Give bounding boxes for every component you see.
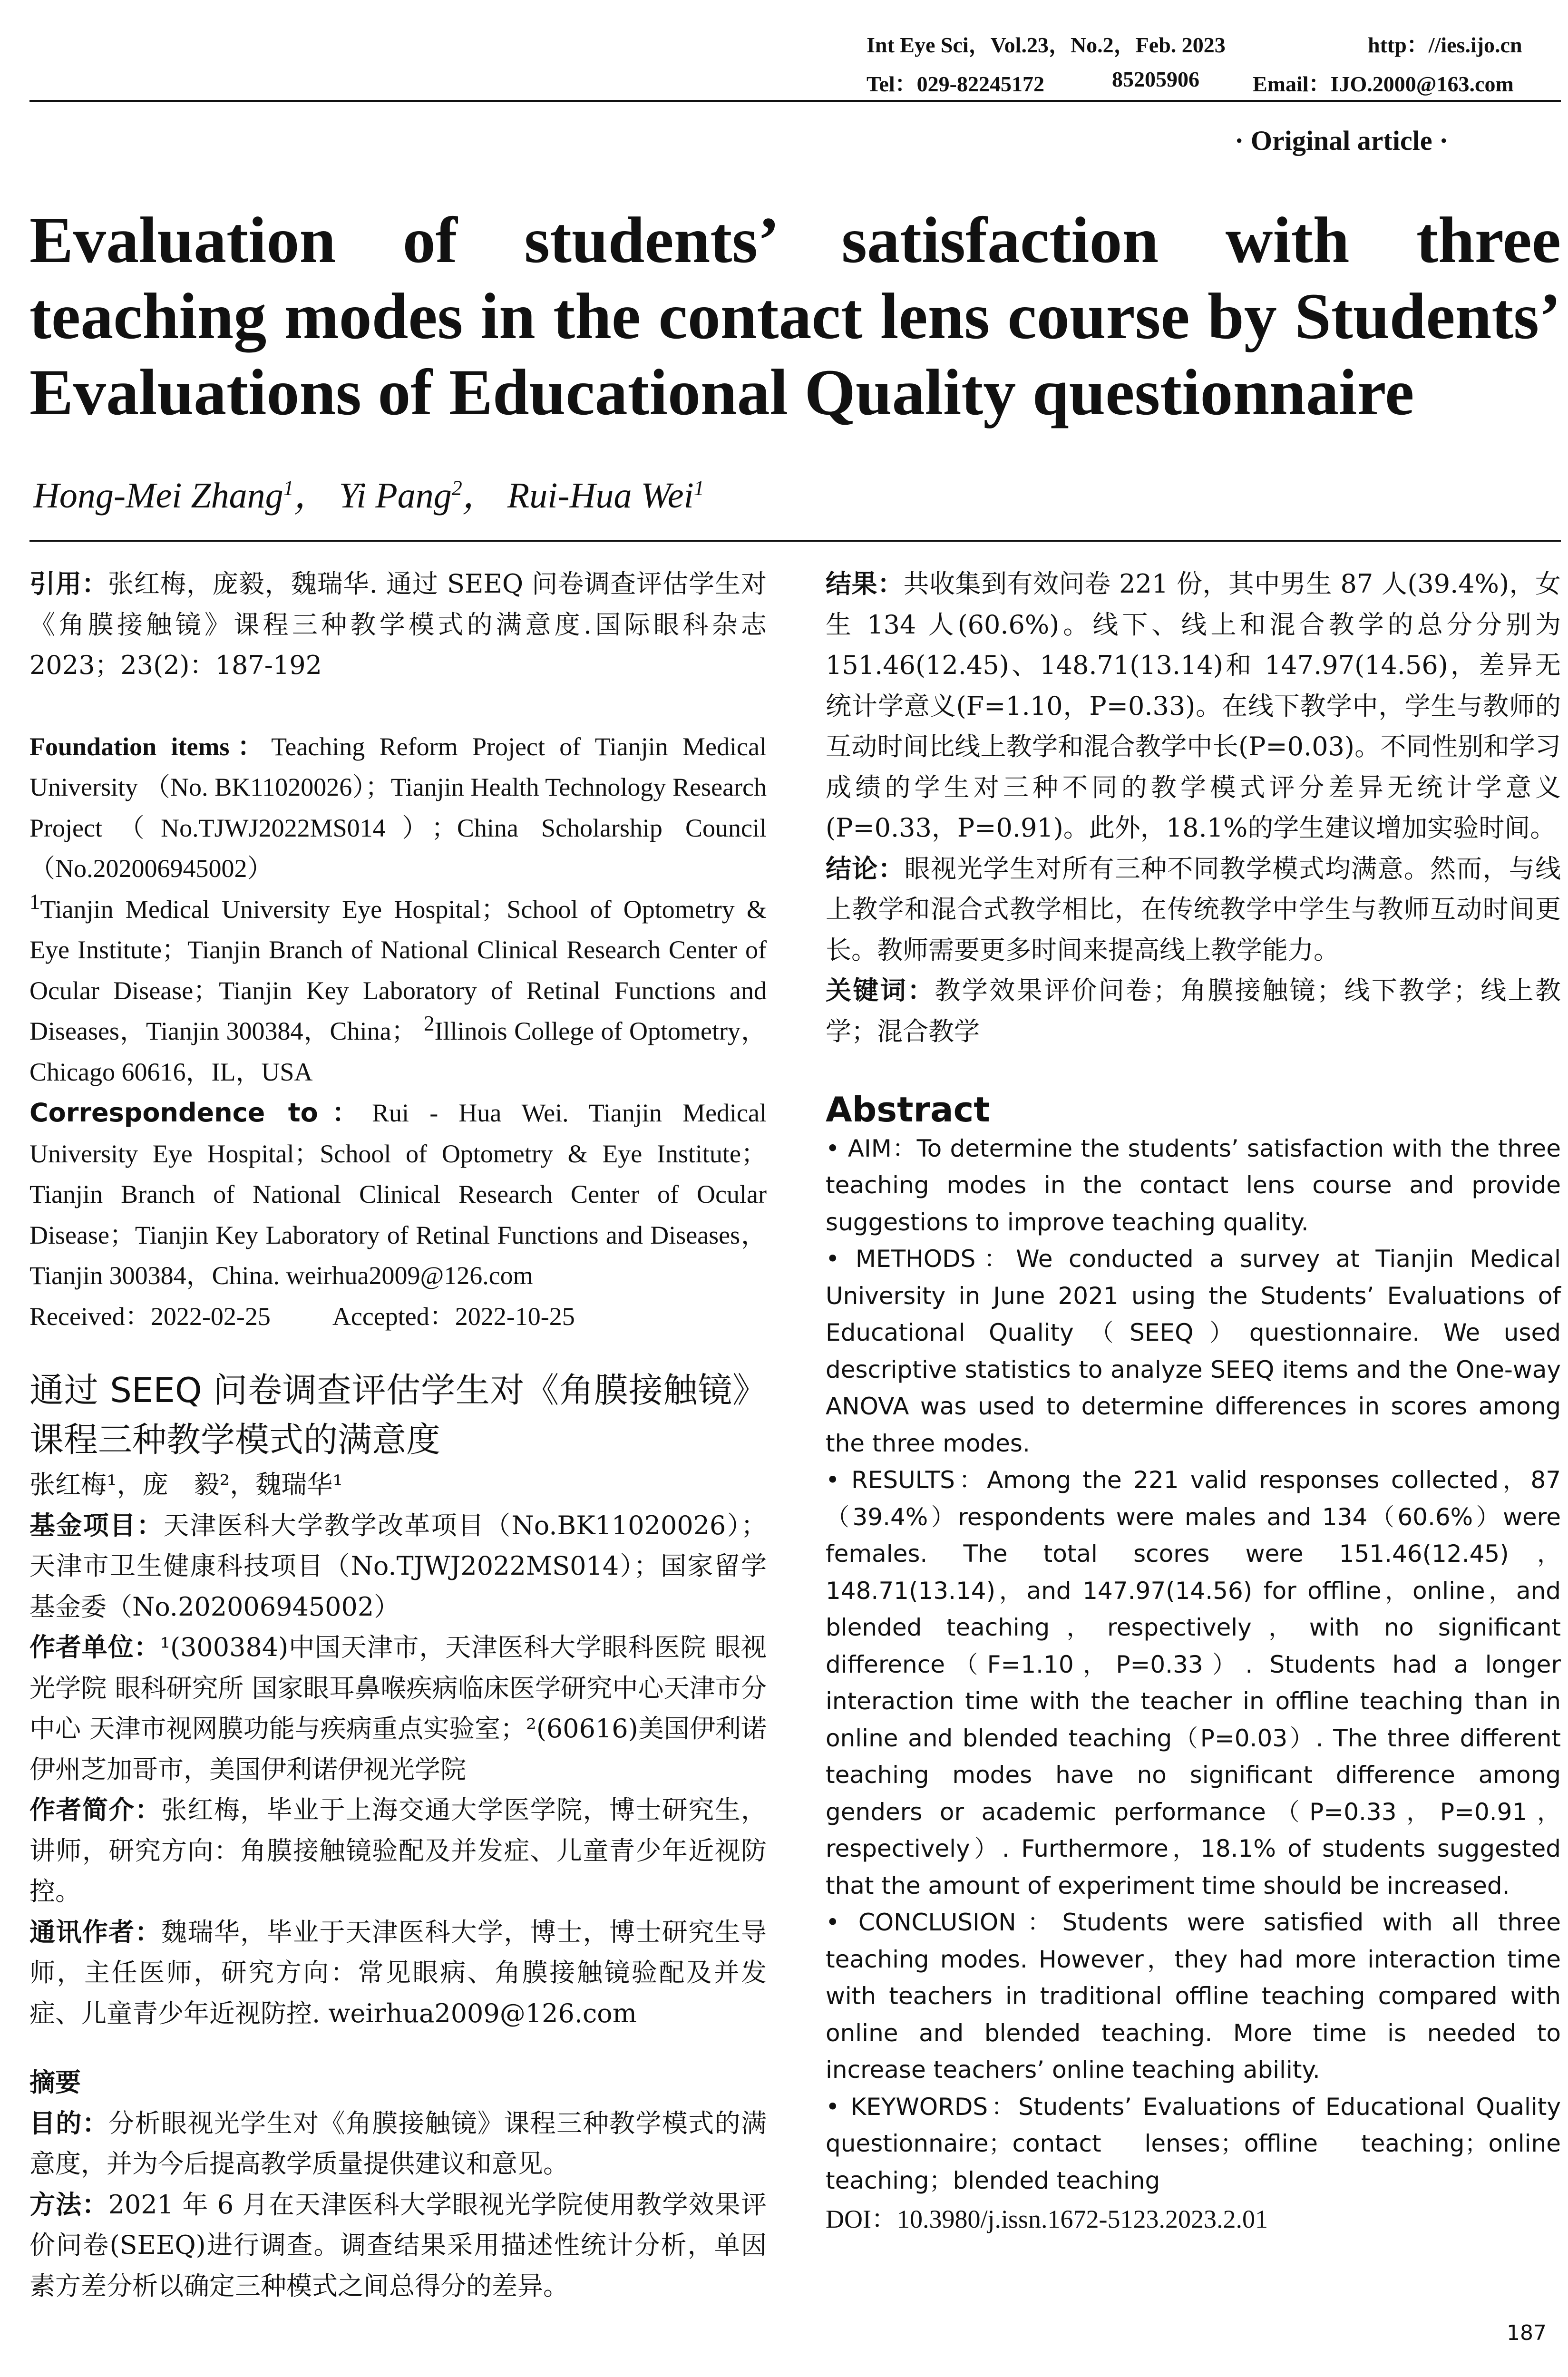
abstract-conclusion: • CONCLUSION：Students were satisfied with all three teaching modes. However，they had more interaction time with teachers in traditional offline teaching compared with online and blended teaching. More time is needed to increase teachers’ online teaching ability. bbox=[826, 1909, 1561, 2084]
author-list bbox=[33, 466, 704, 518]
abstract-methods: • METHODS：We conducted a survey at Tianjin Medical University in June 2021 using the Students’ Evaluations of Educational Quality（SEEQ）questionnaire. We used descriptive statistics to analyze SEEQ items and the One-way ANOVA was used to determine differences in scores among the three modes. bbox=[826, 1245, 1561, 1457]
cn-fund-label: 基金项目： bbox=[29, 1510, 164, 1540]
journal-url[interactable]: http：//ies.ijo.cn bbox=[1368, 33, 1522, 57]
cn-fund-text: 天津医科大学教学改革项目（No.BK11020026）；天津市卫生健康科技项目（No.TJWJ2022MS014）；国家留学基金委（No.202006945002） bbox=[29, 1510, 767, 1622]
article-type: · Original article · bbox=[1235, 125, 1449, 156]
left-column bbox=[29, 564, 767, 2306]
abstract-heading: Abstract bbox=[826, 1090, 990, 1130]
cn-unit bbox=[29, 1627, 767, 1790]
affiliations bbox=[29, 889, 767, 1093]
aff1-text: Tianjin Medical University Eye Hospital；School of Optometry & Eye Institute；Tianjin Branch of National Clinical Research Center of Ocular Disease；Tianjin Key Laboratory of Retinal Functions and Diseases，Tianjin 300384，China； bbox=[29, 895, 767, 1045]
journal-info: Int Eye Sci，Vol.23，No.2，Feb. 2023 bbox=[867, 33, 1226, 57]
cn-result-label: 结果： bbox=[826, 569, 904, 599]
article-title: Evaluation of students’ satisfaction with three teaching modes in the contact lens course by Students’ Evaluations of Educational Quality questionnaire bbox=[29, 204, 1561, 429]
corr-label: Correspondence to： bbox=[29, 1098, 372, 1128]
citation bbox=[29, 564, 767, 686]
cn-abstract-heading: 摘要 bbox=[29, 2067, 81, 2097]
title-rule bbox=[29, 540, 1561, 542]
cn-conclusion-text: 眼视光学生对所有三种不同教学模式均满意。然而，与线上教学和混合式教学相比，在传统教学中学生与教师互动时间更长。教师需要更多时间来提高线上教学能力。 bbox=[826, 853, 1561, 965]
cn-corr bbox=[29, 1912, 767, 2034]
cn-keywords-label: 关键词： bbox=[826, 975, 935, 1005]
cn-method bbox=[29, 2184, 767, 2307]
aff2-text: Illinois College of Optometry，Chicago 60616，IL，USA bbox=[29, 1017, 767, 1086]
aff-sup: 2 bbox=[424, 1012, 435, 1035]
author-name: Rui-Hua Wei bbox=[507, 476, 694, 516]
right-column bbox=[826, 564, 1561, 2240]
foundation bbox=[29, 727, 767, 889]
doi[interactable]: DOI：10.3980/j.issn.1672-5123.2023.2.01 bbox=[826, 2205, 1268, 2233]
cn-keywords-text: 教学效果评价问卷；角膜接触镜；线下教学；线上教学；混合教学 bbox=[826, 975, 1561, 1046]
author-sep: ， bbox=[462, 476, 498, 516]
cn-fund bbox=[29, 1505, 767, 1627]
received-date: Received：2022-02-25 bbox=[29, 1302, 271, 1331]
corr-text: Rui - Hua Wei. Tianjin Medical University Eye Hospital；School of Optometry & Eye Institute；Tianjin Branch of National Clinical Research Center of Ocular Disease；Tianjin Key Laboratory of Retinal Functions and Diseases，Tianjin 300384，China. weirhua2009@126.com bbox=[29, 1099, 767, 1290]
author-aff: 1 bbox=[693, 476, 704, 500]
foundation-text: Teaching Reform Project of Tianjin Medical University （No. BK11020026）；Tianjin Health Technology Research Project（No.TJWJ2022MS014）；China Scholarship Council（No.202006945002） bbox=[29, 732, 767, 883]
aff-sup: 1 bbox=[29, 889, 40, 914]
cn-aim bbox=[29, 2103, 767, 2184]
cn-method-text: 2021 年 6 月在天津医科大学眼视光学院使用教学效果评价问卷(SEEQ)进行调查。调查结果采用描述性统计分析，单因素方差分析以确定三种模式之间总得分的差异。 bbox=[29, 2189, 767, 2301]
cn-keywords bbox=[826, 970, 1561, 1052]
cn-bio-label: 作者简介： bbox=[29, 1795, 162, 1825]
author-sep: ， bbox=[293, 476, 330, 516]
cn-corr-text: 魏瑞华，毕业于天津医科大学，博士，博士研究生导师，主任医师，研究方向：常见眼病、角膜接触镜验配及并发症、儿童青少年近视防控. weirhua2009@126.com bbox=[29, 1917, 767, 2028]
cn-authors: 张红梅¹，庞 毅²，魏瑞华¹ bbox=[29, 1470, 343, 1500]
cn-conclusion bbox=[826, 848, 1561, 971]
journal-tel2: 85205906 bbox=[1112, 67, 1199, 91]
author-name: Hong-Mei Zhang bbox=[33, 476, 283, 516]
cn-aim-label: 目的： bbox=[29, 2108, 109, 2138]
citation-label: 引用： bbox=[29, 569, 108, 599]
abstract-body bbox=[826, 1130, 1561, 2200]
cn-title: 通过 SEEQ 问卷调查评估学生对《角膜接触镜》课程三种教学模式的满意度 bbox=[29, 1370, 767, 1460]
cn-bio bbox=[29, 1790, 767, 1912]
cn-bio-text: 张红梅，毕业于上海交通大学医学院，博士研究生，讲师，研究方向：角膜接触镜验配及并发症、儿童青少年近视防控。 bbox=[29, 1795, 767, 1906]
abstract-keywords: • KEYWORDS：Students’ Evaluations of Educational Quality questionnaire；contact lenses；offline teaching；online teaching；blended teaching bbox=[826, 2093, 1561, 2194]
journal-tel: Tel：029-82245172 bbox=[867, 72, 1044, 96]
accepted-date: Accepted：2022-10-25 bbox=[332, 1302, 575, 1331]
foundation-label: Foundation items： bbox=[29, 732, 272, 761]
abstract-results: • RESULTS：Among the 221 valid responses collected，87（39.4%）respondents were males and 134（60.6%）were females. The total scores were 151.46(12.45)，148.71(13.14)，and 147.97(14.56) for offline，online，and blended teaching，respectively，with no significant difference（F=1.10，P=0.33）. Students had a longer interaction time with the teacher in offline teaching than in online and blended teaching（P=0.03）. The three different teaching modes have no significant difference among genders or academic performance（P=0.33，P=0.91，respectively）. Furthermore，18.1% of students suggested that the amount of experiment time should be increased. bbox=[826, 1466, 1561, 1900]
cn-corr-label: 通讯作者： bbox=[29, 1917, 162, 1947]
abstract-aim: • AIM：To determine the students’ satisfaction with the three teaching modes in the contact lens course and provide suggestions to improve teaching quality. bbox=[826, 1134, 1561, 1236]
cn-aim-text: 分析眼视光学生对《角膜接触镜》课程三种教学模式的满意度，并为今后提高教学质量提供建议和意见。 bbox=[29, 2108, 767, 2179]
dates bbox=[29, 1296, 767, 1337]
journal-email[interactable]: Email：IJO.2000@163.com bbox=[1253, 72, 1514, 96]
header-rule bbox=[29, 100, 1561, 102]
author-aff: 2 bbox=[451, 476, 462, 500]
citation-text: 张红梅，庞毅，魏瑞华. 通过 SEEQ 问卷调查评估学生对《角膜接触镜》课程三种教学模式的满意度.国际眼科杂志 2023；23(2)：187-192 bbox=[29, 569, 767, 680]
author-name: Yi Pang bbox=[339, 476, 452, 516]
cn-result bbox=[826, 564, 1561, 848]
cn-method-label: 方法： bbox=[29, 2189, 108, 2220]
correspondence bbox=[29, 1092, 767, 1296]
cn-unit-label: 作者单位： bbox=[29, 1632, 160, 1662]
cn-result-text: 共收集到有效问卷 221 份，其中男生 87 人(39.4%)，女生 134 人(60.6%)。线下、线上和混合教学的总分分别为 151.46(12.45)、148.71(13.14)和 147.97(14.56)，差异无统计学意义(F=1.10，P=0.33)。在线下教学中，学生与教师的互动时间比线上教学和混合教学中长(P=0.03)。不同性别和学习成绩的学生对三种不同的教学模式评分差异无统计学意义(P=0.33，P=0.91)。此外，18.1%的学生建议增加实验时间。 bbox=[826, 569, 1561, 843]
author-aff: 1 bbox=[283, 476, 294, 500]
page-number: 187 bbox=[1507, 2321, 1547, 2345]
cn-conclusion-label: 结论： bbox=[826, 853, 905, 884]
cn-unit-text: ¹(300384)中国天津市，天津医科大学眼科医院 眼视光学院 眼科研究所 国家眼耳鼻喉疾病临床医学研究中心天津市分中心 天津市视网膜功能与疾病重点实验室；²(60616)美国伊利诺伊州芝加哥市，美国伊利诺伊视光学院 bbox=[29, 1632, 767, 1784]
